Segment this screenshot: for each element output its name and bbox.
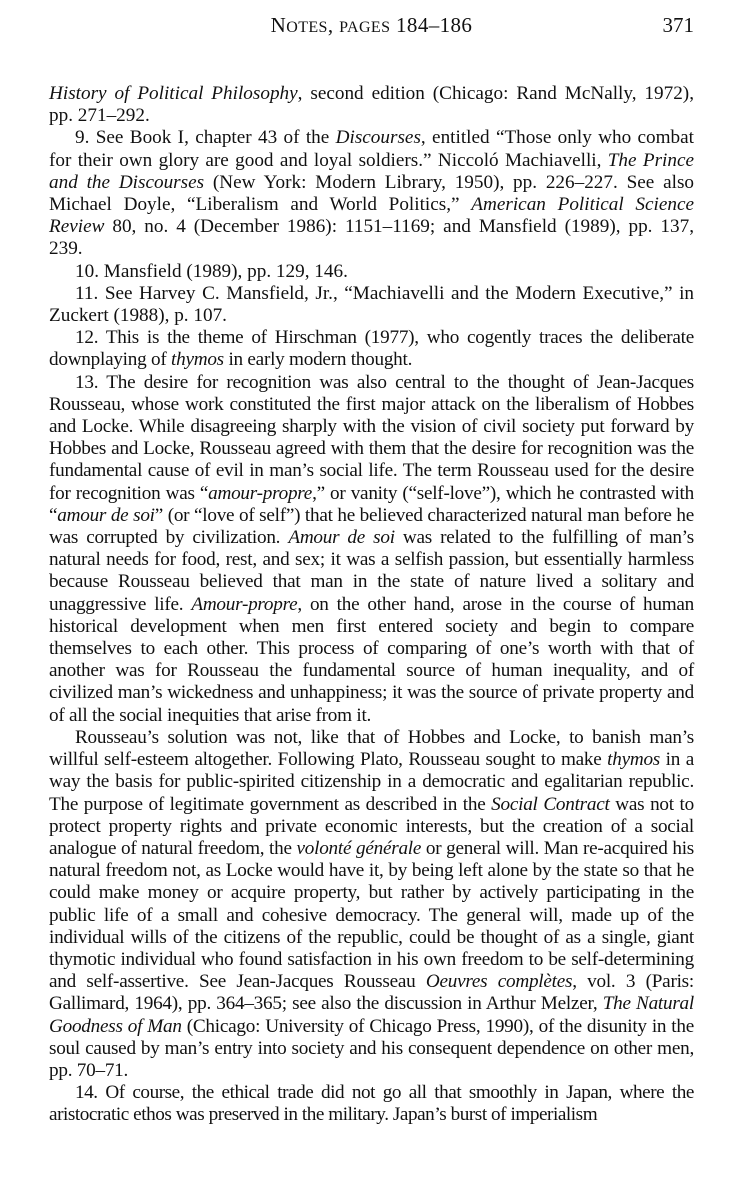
text-run: , on the other hand, arose in the course of human historical development when men first entered society and begin to compare themselves to each other. This process of comparing of one’s worth with that of another was for Rousseau the fundamental source of human inequality, and of civilized man’s wickedness and unhappiness; it was the source of private property and of all the social inequities that arise from it.	[49, 593, 694, 726]
text-run: , vol. 3 (Paris: Gallimard, 1964), pp. 364–365; see also the discussion in Arthur Melzer,	[49, 971, 694, 1015]
running-title-word-pages: PAGES	[339, 19, 391, 36]
running-head	[49, 10, 694, 40]
notes-body	[49, 83, 694, 1127]
running-title-initial: N	[270, 13, 287, 37]
text-run: ” (or “love of self”) that he believed characterized natural man before he was corrupted by civilization.	[49, 504, 694, 549]
italic-text-run: volonté générale	[296, 837, 422, 859]
book-page	[49, 10, 694, 1127]
text-run: 12. This is the theme of Hirschman (1977), who cogently traces the deliberate downplaying of	[49, 327, 694, 371]
note-10	[49, 261, 694, 283]
note-8-continuation	[49, 83, 694, 127]
note-12	[49, 327, 694, 371]
running-title-comma: ,	[327, 13, 334, 37]
italic-text-run: Social Contract	[491, 793, 610, 815]
text-run: , entitled “Those only who combat for their own glory are good and loyal soldiers.” Niccoló Machiavelli,	[49, 127, 694, 171]
text-run: was not to protect property rights and private economic interests, but the creation of a social analogue of natural freedom, the	[49, 793, 694, 859]
note-9	[49, 127, 694, 260]
italic-text-run: thymos	[171, 349, 224, 371]
text-run: 10. Mansfield (1989), pp. 129, 146.	[75, 260, 348, 282]
italic-text-run: thymos	[607, 749, 660, 771]
text-run: in a way the basis for public-spirited citizenship in a democratic and egalitarian republic. The purpose of legitimate government as described in the	[49, 749, 694, 815]
italic-text-run: Amour-propre	[191, 593, 298, 615]
italic-text-run: The Natural Goodness of Man	[49, 993, 694, 1037]
text-run: or general will. Man re-acquired his natural freedom not, as Locke would have it, by being left alone by the state so that he could make money or acquire property, but rather by actively participating in the public life of a small and cohesive democracy. The general will, made up of the individual wills of the citizens of the republic, could be thought of as a single, giant thymotic individual who found satisfaction in his own freedom to be self-determining and self-assertive. See Jean-Jacques Rousseau	[49, 837, 694, 993]
text-run: was related to the fulfilling of man’s natural needs for food, rest, and sex; it was a selfish passion, but essentially harmless because Rousseau believed that man in the state of nature lived a solitary and unaggressive life.	[49, 527, 694, 615]
text-run: in early modern thought.	[223, 349, 413, 371]
running-title-word-notes: OTES	[286, 19, 328, 36]
italic-text-run: The Prince and the Discourses	[49, 149, 694, 193]
text-run: (New York: Modern Library, 1950), pp. 226–227. See also Michael Doyle, “Liberalism and World Politics,”	[49, 171, 694, 216]
italic-text-run: American Political Science Review	[49, 194, 694, 238]
text-run: 11. See Harvey C. Mansfield, Jr., “Machiavelli and the Modern Executive,” in Zuckert (1988), p. 107.	[49, 282, 694, 327]
text-run: (Chicago: University of Chicago Press, 1990), of the disunity in the soul caused by man’s entry into society and his consequent dependence on other men, pp. 70–71.	[49, 1015, 694, 1081]
text-run: , second edition (Chicago: Rand McNally, 1972), pp. 271–292.	[49, 83, 694, 127]
text-run: 14. Of course, the ethical trade did not go all that smoothly in Japan, where the aristocratic ethos was preserved in the military. Japan’s burst of imperialism	[49, 1082, 694, 1126]
italic-text-run: History of Political Philosophy	[49, 83, 298, 104]
running-title-range: 184–186	[396, 13, 473, 37]
note-14	[49, 1082, 694, 1126]
italic-text-run: Amour de soi	[288, 527, 395, 549]
text-run: Rousseau’s solution was not, like that of Hobbes and Locke, to banish man’s willful self-esteem altogether. Following Plato, Rousseau sought to make	[49, 726, 694, 771]
text-run: 9. See Book I, chapter 43 of the	[75, 127, 336, 149]
note-11	[49, 283, 694, 327]
note-13	[49, 372, 694, 727]
italic-text-run: Discourses	[335, 127, 421, 149]
italic-text-run: Oeuvres complètes	[425, 971, 573, 993]
text-run: 13. The desire for recognition was also central to the thought of Jean-Jacques Rousseau, whose work constituted the first major attack on the liberalism of Hobbes and Locke. While disagreeing sharply with the vision of civil society put forward by Hobbes and Locke, Rousseau agreed with them that the desire for recognition was the fundamental cause of evil in man’s social life. The term Rousseau used for the desire for recognition was “	[49, 371, 694, 504]
running-title	[49, 10, 694, 43]
page-number: 371	[662, 13, 694, 37]
italic-text-run: amour de soi	[57, 504, 155, 526]
italic-text-run: amour-propre	[208, 482, 313, 504]
text-run: 80, no. 4 (December 1986): 1151–1169; and Mansfield (1989), pp. 137, 239.	[49, 216, 694, 260]
note-13-continued	[49, 727, 694, 1082]
text-run: ,” or vanity (“self-love”), which he contrasted with “	[49, 482, 694, 526]
